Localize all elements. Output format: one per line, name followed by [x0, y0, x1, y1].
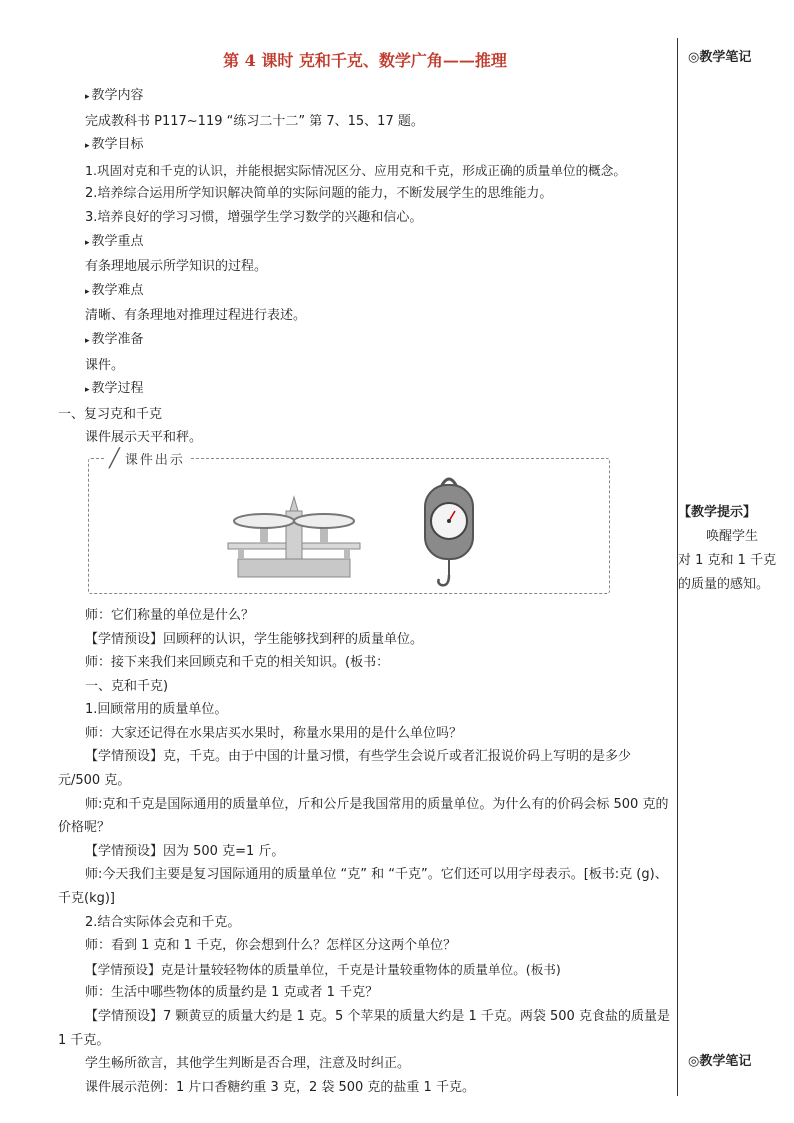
objective-item: 2.培养综合运用所学知识解决简单的实际问题的能力，不断发展学生的思维能力。 — [85, 186, 553, 202]
bullet-icon: ▸ — [85, 335, 90, 346]
student-preset: 【学情预设】7 颗黄豆的质量大约是 1 克。5 个苹果的质量大约是 1 千克。两袋 500 克食盐的质量是 1 千克。 — [58, 1009, 670, 1048]
bullet-icon: ▸ — [85, 237, 90, 248]
section-heading: ▸ 教学目标 — [85, 137, 144, 153]
tip-line: 唤醒学生 — [706, 529, 759, 544]
section-heading: ▸ 教学过程 — [85, 381, 144, 397]
teacher-line: 师：生活中哪些物体的质量约是 1 克或者 1 千克？ — [85, 985, 379, 1001]
paragraph: 清晰、有条理地对推理过程进行表述。 — [85, 308, 307, 324]
teacher-line: 师：接下来我们来回顾克和千克的相关知识。(板书： — [85, 655, 390, 671]
bullet-icon: ▸ — [85, 92, 90, 102]
student-preset: 【学情预设】克，千克。由于中国的计量习惯，有些学生会说斤或者汇报说价码上写明的是多少元/500 克。 — [58, 749, 632, 789]
bullet-icon: ▸ — [85, 385, 90, 396]
paragraph: 一、克和千克) — [85, 678, 169, 694]
teacher-line: 师:今天我们主要是复习国际通用的质量单位 “克” 和 “千克”。它们还可以用字母表示。[板书:克 (g)、千克(kg)] — [58, 867, 668, 907]
section-heading: ▸ 教学重点 — [85, 233, 144, 249]
part-heading: 一、复习克和千克 — [58, 406, 163, 422]
paragraph: 完成教科书 P117~119 “练习二十二” 第 7、15、17 题。 — [85, 113, 424, 129]
spring-scale-icon — [419, 469, 479, 599]
paragraph: 学生畅所欲言，其他学生判断是否合理，注意及时纠正。 — [85, 1056, 411, 1072]
paragraph: 课件展示范例：1 片口香糖约重 3 克，2 袋 500 克的盐重 1 千克。 — [85, 1079, 475, 1095]
teacher-line: 师:克和千克是国际通用的质量单位，斤和公斤是我国常用的质量单位。为什么有的价码会标 500 克的价格呢？ — [58, 796, 669, 836]
paragraph: 有条理地展示所学知识的过程。 — [85, 259, 268, 275]
teaching-tip — [678, 501, 790, 597]
paragraph: 课件。 — [85, 357, 125, 373]
section-heading: ▸ 教学准备 — [85, 331, 144, 347]
bullet-icon: ▸ — [85, 141, 90, 152]
paragraph: 2.结合实际体会克和千克。 — [85, 914, 241, 930]
bullet-icon: ▸ — [85, 286, 90, 297]
courseware-label: ╱ 课件出示 — [105, 447, 189, 473]
teacher-line: 师：大家还记得在水果店买水果时，称量水果用的是什么单位吗？ — [85, 725, 463, 741]
tip-heading: 【教学提示】 — [678, 505, 757, 520]
paragraph: 课件展示天平和秤。 — [85, 430, 203, 446]
objective-item: 3.培养良好的学习习惯，增强学生学习数学的兴趣和信心。 — [85, 209, 423, 225]
lesson-body — [58, 84, 670, 1099]
notes-label-bottom: ◎教学笔记 — [688, 1054, 752, 1069]
objective-item: 1.巩固对克和千克的认识，并能根据实际情况区分、应用克和千克，形成正确的质量单位的概念。 — [85, 162, 626, 178]
tip-line: 对 1 克和 1 千克 — [678, 553, 777, 568]
student-preset: 【学情预设】因为 500 克=1 斤。 — [85, 843, 285, 859]
courseware-figure — [88, 447, 610, 594]
tip-line: 的质量的感知。 — [678, 577, 770, 592]
balance-scale-icon — [224, 491, 364, 581]
page-title: 第 4 课时 克和千克、数学广角——推理 — [223, 51, 507, 70]
teacher-line: 师：它们称量的单位是什么？ — [85, 607, 255, 623]
paragraph: 1.回顾常用的质量单位。 — [85, 702, 228, 718]
section-heading: ▸ 教学内容 — [85, 88, 144, 103]
student-preset: 【学情预设】克是计量较轻物体的质量单位，千克是计量较重物体的质量单位。(板书) — [85, 961, 561, 977]
section-heading: ▸ 教学难点 — [85, 282, 144, 298]
notes-label-top: ◎教学笔记 — [688, 50, 752, 65]
student-preset: 【学情预设】回顾秤的认识，学生能够找到秤的质量单位。 — [85, 631, 424, 647]
teacher-line: 师：看到 1 克和 1 千克，你会想到什么？怎样区分这两个单位？ — [85, 938, 457, 954]
